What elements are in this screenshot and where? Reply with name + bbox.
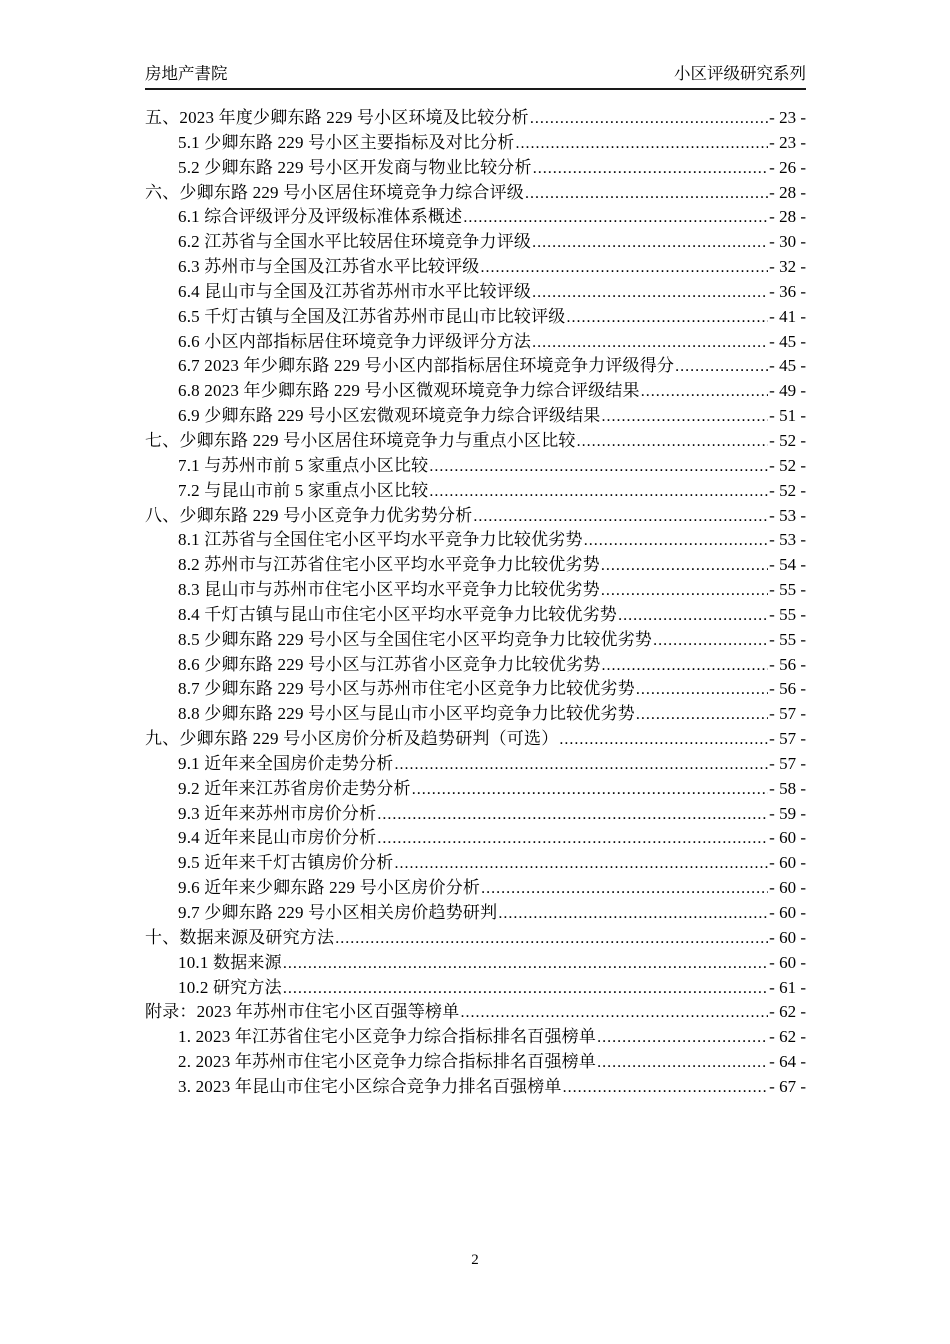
toc-entry[interactable] [145, 525, 806, 550]
toc-entry-page: - 55 - [769, 629, 806, 649]
toc-entry-page: - 54 - [769, 555, 806, 575]
toc-leader-dots [530, 108, 768, 128]
toc-entry-page: - 51 - [769, 406, 806, 426]
toc-entry-page: - 62 - [769, 1027, 806, 1047]
toc-leader-dots [525, 183, 768, 203]
toc-entry-page: - 45 - [769, 356, 806, 376]
toc-entry[interactable] [145, 128, 806, 153]
toc-leader-dots [429, 481, 768, 501]
toc-entry[interactable] [145, 724, 806, 749]
toc-entry[interactable] [145, 302, 806, 327]
toc-leader-dots [653, 630, 768, 650]
toc-entry-label: 8.5 少卿东路 229 号小区与全国住宅小区平均竞争力比较优劣势 [178, 629, 653, 649]
toc-entry[interactable] [145, 799, 806, 824]
toc-entry-page: - 64 - [769, 1052, 806, 1072]
toc-entry-label: 九、少卿东路 229 号小区房价分析及趋势研判（可选） [145, 729, 559, 749]
toc-entry[interactable] [145, 227, 806, 252]
toc-leader-dots [533, 158, 768, 178]
toc-leader-dots [335, 928, 768, 948]
toc-leader-dots [636, 704, 768, 724]
toc-entry-label: 6.7 2023 年少卿东路 229 号小区内部指标居住环境竞争力评级得分 [178, 356, 675, 376]
toc-entry-label: 10.1 数据来源 [178, 952, 282, 972]
toc-entry[interactable] [145, 451, 806, 476]
toc-entry-label: 八、少卿东路 229 号小区竞争力优劣势分析 [145, 505, 473, 525]
toc-leader-dots [532, 332, 768, 352]
toc-entry-page: - 23 - [769, 108, 806, 127]
toc-entry-label: 6.2 江苏省与全国水平比较居住环境竞争力评级 [178, 232, 532, 252]
toc-entry-label: 9.3 近年来苏州市房价分析 [178, 803, 377, 823]
toc-leader-dots [618, 605, 768, 625]
toc-entry-label: 六、少卿东路 229 号小区居住环境竞争力综合评级 [145, 182, 524, 202]
toc-leader-dots [377, 804, 768, 824]
toc-entry-page: - 62 - [769, 1002, 806, 1022]
toc-leader-dots [460, 1002, 768, 1022]
toc-entry-page: - 56 - [769, 654, 806, 674]
toc-entry[interactable] [145, 1072, 806, 1097]
toc-leader-dots [463, 207, 768, 227]
toc-leader-dots [516, 133, 769, 153]
toc-entry-label: 6.1 综合评级评分及评级标准体系概述 [178, 207, 463, 227]
page-footer [0, 1252, 950, 1269]
toc-entry[interactable] [145, 476, 806, 501]
toc-entry[interactable] [145, 550, 806, 575]
toc-entry-page: - 55 - [769, 604, 806, 624]
toc-entry-page: - 60 - [769, 903, 806, 922]
toc-entry-page: - 45 - [769, 331, 806, 351]
toc-entry-label: 9.5 近年来千灯古镇房价分析 [178, 853, 394, 873]
toc-entry-page: - 52 - [769, 480, 806, 500]
toc-entry-page: - 61 - [769, 977, 806, 997]
toc-entry-label: 5.2 少卿东路 229 号小区开发商与物业比较分析 [178, 157, 532, 177]
toc-entry-page: - 36 - [769, 281, 806, 301]
toc-entry[interactable] [145, 401, 806, 426]
toc-entry-label: 10.2 研究方法 [178, 977, 282, 997]
toc-entry-page: - 32 - [769, 257, 806, 277]
toc-entry[interactable] [145, 948, 806, 973]
toc-entry-label: 6.5 千灯古镇与全国及江苏省苏州市昆山市比较评级 [178, 306, 566, 326]
toc-leader-dots [473, 506, 768, 526]
toc-entry-label: 五、2023 年度少卿东路 229 号小区环境及比较分析 [145, 108, 529, 127]
toc-entry-label: 9.4 近年来昆山市房价分析 [178, 828, 377, 848]
toc-entry-page: - 57 - [769, 753, 806, 773]
toc-entry-page: - 52 - [769, 455, 806, 475]
toc-entry-label: 9.2 近年来江苏省房价走势分析 [178, 778, 411, 798]
header-right-title: 小区评级研究系列 [674, 65, 806, 83]
toc-entry[interactable] [145, 823, 806, 848]
toc-entry-page: - 26 - [769, 157, 806, 177]
toc-entry-label: 7.1 与苏州市前 5 家重点小区比较 [178, 455, 429, 475]
toc-leader-dots [597, 1027, 768, 1047]
toc-entry-label: 9.6 近年来少卿东路 229 号小区房价分析 [178, 878, 481, 898]
toc-entry-page: - 67 - [769, 1076, 806, 1096]
toc-entry-label: 6.9 少卿东路 229 号小区宏微观环境竞争力综合评级结果 [178, 406, 601, 426]
toc-entry-page: - 52 - [769, 430, 806, 450]
toc-entry[interactable] [145, 501, 806, 526]
toc-entry-page: - 60 - [769, 878, 806, 898]
toc-leader-dots [559, 729, 768, 749]
toc-entry-label: 8.3 昆山市与苏州市住宅小区平均水平竞争力比较优劣势 [178, 580, 600, 600]
toc-entry-label: 8.4 千灯古镇与昆山市住宅小区平均水平竞争力比较优劣势 [178, 604, 618, 624]
toc-leader-dots [577, 431, 769, 451]
toc-entry[interactable] [145, 277, 806, 302]
toc-leader-dots [602, 406, 769, 426]
toc-entry-page: - 28 - [769, 207, 806, 227]
toc-entry-page: - 60 - [769, 828, 806, 848]
toc-entry[interactable] [145, 575, 806, 600]
toc-entry[interactable] [145, 923, 806, 948]
toc-entry-page: - 56 - [769, 679, 806, 699]
toc-entry[interactable] [145, 625, 806, 650]
toc-entry[interactable] [145, 376, 806, 401]
toc-entry-page: - 60 - [769, 853, 806, 873]
toc-entry-label: 7.2 与昆山市前 5 家重点小区比较 [178, 480, 429, 500]
toc-leader-dots [567, 307, 769, 327]
toc-entry-label: 8.8 少卿东路 229 号小区与昆山市小区平均竞争力比较优劣势 [178, 704, 635, 724]
toc-leader-dots [601, 580, 768, 600]
toc-entry[interactable] [145, 103, 806, 128]
toc-entry[interactable] [145, 749, 806, 774]
toc-entry-label: 6.3 苏州市与全国及江苏省水平比较评级 [178, 257, 480, 277]
toc-leader-dots [377, 828, 768, 848]
toc-entry[interactable] [145, 252, 806, 277]
toc-leader-dots [584, 530, 768, 550]
toc-leader-dots [601, 555, 768, 575]
toc-leader-dots [636, 679, 768, 699]
page-number: 2 [471, 1252, 479, 1268]
toc-entry-page: - 41 - [769, 306, 806, 326]
toc-leader-dots [602, 655, 769, 675]
toc-entry-label: 附录：2023 年苏州市住宅小区百强等榜单 [145, 1002, 460, 1022]
toc-leader-dots [412, 779, 768, 799]
toc-entry-label: 9.7 少卿东路 229 号小区相关房价趋势研判 [178, 903, 498, 922]
toc-entry-page: - 30 - [769, 232, 806, 252]
toc-entry-page: - 58 - [769, 778, 806, 798]
toc-entry[interactable] [145, 327, 806, 352]
toc-entry-label: 8.1 江苏省与全国住宅小区平均水平竞争力比较优劣势 [178, 530, 583, 550]
toc-entry-page: - 23 - [769, 132, 806, 152]
toc-entry-label: 8.7 少卿东路 229 号小区与苏州市住宅小区竞争力比较优劣势 [178, 679, 635, 699]
table-of-contents [145, 103, 806, 1097]
header-left-title: 房地产書院 [145, 65, 228, 83]
toc-entry[interactable] [145, 873, 806, 898]
toc-leader-dots [498, 903, 768, 923]
toc-leader-dots [481, 257, 769, 277]
toc-entry[interactable] [145, 426, 806, 451]
toc-entry-label: 8.2 苏州市与江苏省住宅小区平均水平竞争力比较优劣势 [178, 555, 600, 575]
toc-entry[interactable] [145, 699, 806, 724]
toc-entry[interactable] [145, 997, 806, 1022]
toc-entry-label: 9.1 近年来全国房价走势分析 [178, 753, 394, 773]
toc-entry[interactable] [145, 848, 806, 873]
toc-entry[interactable] [145, 178, 806, 203]
toc-leader-dots [395, 853, 769, 873]
toc-entry-page: - 57 - [769, 729, 806, 749]
toc-entry[interactable] [145, 898, 806, 923]
toc-entry[interactable] [145, 1022, 806, 1047]
toc-leader-dots [563, 1077, 769, 1097]
page-header [145, 64, 806, 90]
toc-leader-dots [597, 1052, 768, 1072]
toc-entry-page: - 59 - [769, 803, 806, 823]
toc-leader-dots [481, 878, 768, 898]
toc-entry-page: - 53 - [769, 505, 806, 525]
toc-leader-dots [283, 978, 768, 998]
toc-leader-dots [532, 232, 768, 252]
toc-entry-label: 8.6 少卿东路 229 号小区与江苏省小区竞争力比较优劣势 [178, 654, 601, 674]
toc-entry[interactable] [145, 351, 806, 376]
toc-entry[interactable] [145, 674, 806, 699]
toc-entry[interactable] [145, 650, 806, 675]
toc-entry[interactable] [145, 600, 806, 625]
toc-entry-label: 十、数据来源及研究方法 [145, 927, 335, 947]
toc-entry-page: - 28 - [769, 182, 806, 202]
toc-entry-label: 2. 2023 年苏州市住宅小区竞争力综合指标排名百强榜单 [178, 1052, 597, 1072]
toc-entry-label: 6.4 昆山市与全国及江苏省苏州市水平比较评级 [178, 281, 532, 301]
toc-entry-page: - 60 - [769, 927, 806, 947]
toc-entry[interactable] [145, 973, 806, 998]
toc-leader-dots [641, 381, 768, 401]
toc-entry[interactable] [145, 202, 806, 227]
toc-entry[interactable] [145, 153, 806, 178]
toc-leader-dots [395, 754, 769, 774]
toc-entry-label: 5.1 少卿东路 229 号小区主要指标及对比分析 [178, 132, 515, 152]
toc-leader-dots [675, 356, 768, 376]
toc-entry-page: - 57 - [769, 704, 806, 724]
toc-entry-label: 6.8 2023 年少卿东路 229 号小区微观环境竞争力综合评级结果 [178, 381, 640, 401]
toc-entry-page: - 60 - [769, 952, 806, 972]
toc-leader-dots [283, 953, 768, 973]
toc-leader-dots [532, 282, 768, 302]
toc-entry-label: 1. 2023 年江苏省住宅小区竞争力综合指标排名百强榜单 [178, 1027, 597, 1047]
toc-entry-page: - 53 - [769, 530, 806, 550]
toc-entry-page: - 49 - [769, 381, 806, 401]
toc-entry-label: 七、少卿东路 229 号小区居住环境竞争力与重点小区比较 [145, 430, 576, 450]
toc-entry[interactable] [145, 774, 806, 799]
toc-entry[interactable] [145, 1047, 806, 1072]
toc-entry-page: - 55 - [769, 580, 806, 600]
toc-entry-label: 3. 2023 年昆山市住宅小区综合竞争力排名百强榜单 [178, 1076, 562, 1096]
toc-entry-label: 6.6 小区内部指标居住环境竞争力评级评分方法 [178, 331, 532, 351]
toc-leader-dots [429, 456, 768, 476]
